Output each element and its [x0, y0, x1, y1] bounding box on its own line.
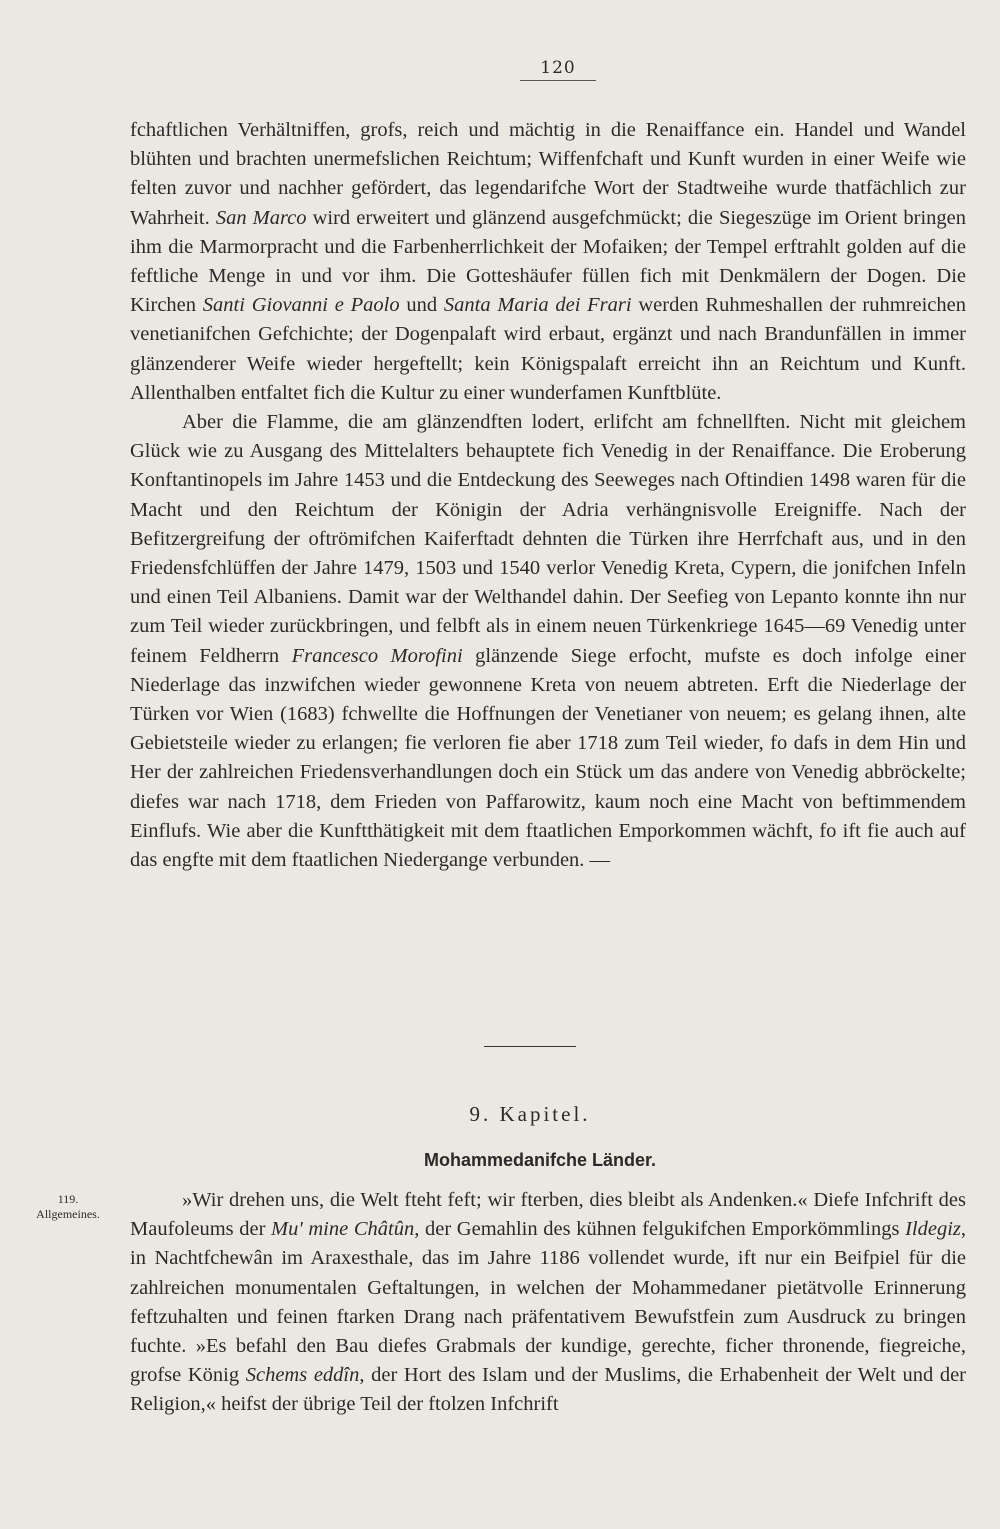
text-run: »Wir drehen uns, die Welt fteht feft; wir fterben, dies bleibt als Andenken.« Diefe Infchrift des Maufoleums der — [130, 1189, 966, 1241]
venice-text-block — [130, 116, 966, 875]
paragraph-venice-decline — [130, 408, 966, 875]
italic-morofini: Francesco Morofini — [291, 644, 463, 667]
text-run: , der Hort des Islam und der Muslims, die Erhabenheit der Welt und der Religion,« heifst der übrige Teil der ftolzen Infchrift — [130, 1364, 967, 1416]
italic-santi-giovanni: Santi Giovanni e Paolo — [202, 294, 400, 317]
italic-santa-maria: Santa Maria dei Frari — [443, 294, 632, 317]
text-run: werden Ruhmeshallen der ruhmreichen venetianifchen Gefchichte; der Dogenpalaft wird erbaut, ergänzt und nach Brandunfällen in immer glänzenderer Weife wieder hergeftellt; kein Königspalaft erreicht ihn an Reichtum und Kunft. Allenthalben entfaltet fich die Kultur zu einer wunderfamen Kunftblüte. — [130, 294, 967, 404]
italic-ildegiz: Ildegiz — [905, 1218, 961, 1241]
italic-mu-mine: Mu' mine Châtûn — [271, 1218, 415, 1241]
page-number: 120 — [520, 58, 596, 81]
chapter-title: Mohammedanifche Länder. — [423, 1150, 657, 1170]
paragraph-venice-prosperity — [130, 116, 966, 408]
text-run: wird erweitert und glänzend ausgefchmückt; die Siegeszüge im Orient bringen ihm die Marmorpracht und die Farbenherrlichkeit der Mofaiken; der Tempel erftrahlt golden auf die feftliche Menge in und vor ihm. Die Gotteshäufer füllen fich mit Denkmälern der Dogen. Die Kirchen — [130, 206, 966, 317]
section-divider — [484, 1046, 576, 1047]
italic-san-marco: San Marco — [215, 206, 307, 229]
text-run: und — [399, 294, 444, 317]
margin-note-number: 119. — [57, 1192, 79, 1206]
islamic-text-block — [130, 1186, 966, 1420]
text-run: glänzende Siege erfocht, mufste es doch infolge einer Niederlage das inzwifchen wieder gewonnene Kreta von neuem abtreten. Erft die Niederlage der Türken vor Wien (1683) fchwellte die Hoffnungen der Venetianer von neuem; es gelang ihnen, alte Gebietsteile wieder zu erlangen; fie verloren fie aber 1718 zum Teil wieder, fo dafs in dem Hin und Her der zahlreichen Friedensverhandlungen doch ein Stück um das andere von Venedig abbröckelte; diefes war nach 1718, dem Frieden von Paffarowitz, kaum noch eine Macht von beftimmendem Einflufs. Wie aber die Kunftthätigkeit mit dem ftaatlichen Emporkommen wächft, fo ift fie auch auf das engfte mit dem ftaatlichen Niedergange verbunden. — — [130, 644, 966, 872]
margin-note-label: Allgemeines. — [36, 1207, 100, 1221]
text-run: , in Nachtfchewân im Araxesthale, das im Jahre 1186 vollendet wurde, ift nur ein Beifpiel für die zahlreichen monumentalen Geftaltungen, in welchen der Mohammedaner pietätvolle Erinnerung feftzuhalten und feinen ftarken Drang nach präfentativem Bewufstfein zum Ausdruck zu bringen fuchte. »Es befahl den Bau diefes Grabmals der kundige, gerechte, ficher thronende, fiegreiche, grofse König — [130, 1218, 966, 1387]
text-run: fchaftlichen Verhältniffen, grofs, reich und mächtig in die Renaiffance ein. Handel und Wandel blühten und brachten unermefslichen Reichtum; Wiffenfchaft und Kunft wurden in einer Weife wie felten zuvor und nachher gefördert, das legendarifche Wort der Stadtweihe wurde thatfächlich zur Wahrheit. — [130, 119, 966, 229]
paragraph-mausoleum — [130, 1186, 966, 1420]
margin-note — [18, 1192, 118, 1222]
text-run: , der Gemahlin des kühnen felgukifchen Emporkömmlings — [414, 1218, 906, 1241]
italic-schems: Schems eddîn — [245, 1364, 360, 1387]
text-run: Aber die Flamme, die am glänzendften lodert, erlifcht am fchnellften. Nicht mit gleichem Glück wie zu Ausgang des Mittelalters behauptete fich Venedig in der Renaiffance. Die Eroberung Konftantinopels im Jahre 1453 und die Entdeckung des Seeweges nach Oftindien 1498 waren für die Macht und den Reichtum der Königin der Adria verhängnisvolle Ereigniffe. Nach der Befitzergreifung der oftrömifchen Kaiferftadt dehnten die Türken ihre Herrfchaft aus, und in den Friedensfchlüffen der Jahre 1479, 1503 und 1540 verlor Venedig Kreta, Cypern, die jonifchen Infeln und einen Teil Albaniens. Damit war der Welthandel dahin. Der Seefieg von Lepanto konnte ihn nur zum Teil wieder zurückbringen, und felbft als in einem neuen Türkenkriege 1645—69 Venedig unter feinem Feldherrn — [130, 411, 966, 667]
chapter-number: 9. Kapitel. — [469, 1102, 591, 1126]
